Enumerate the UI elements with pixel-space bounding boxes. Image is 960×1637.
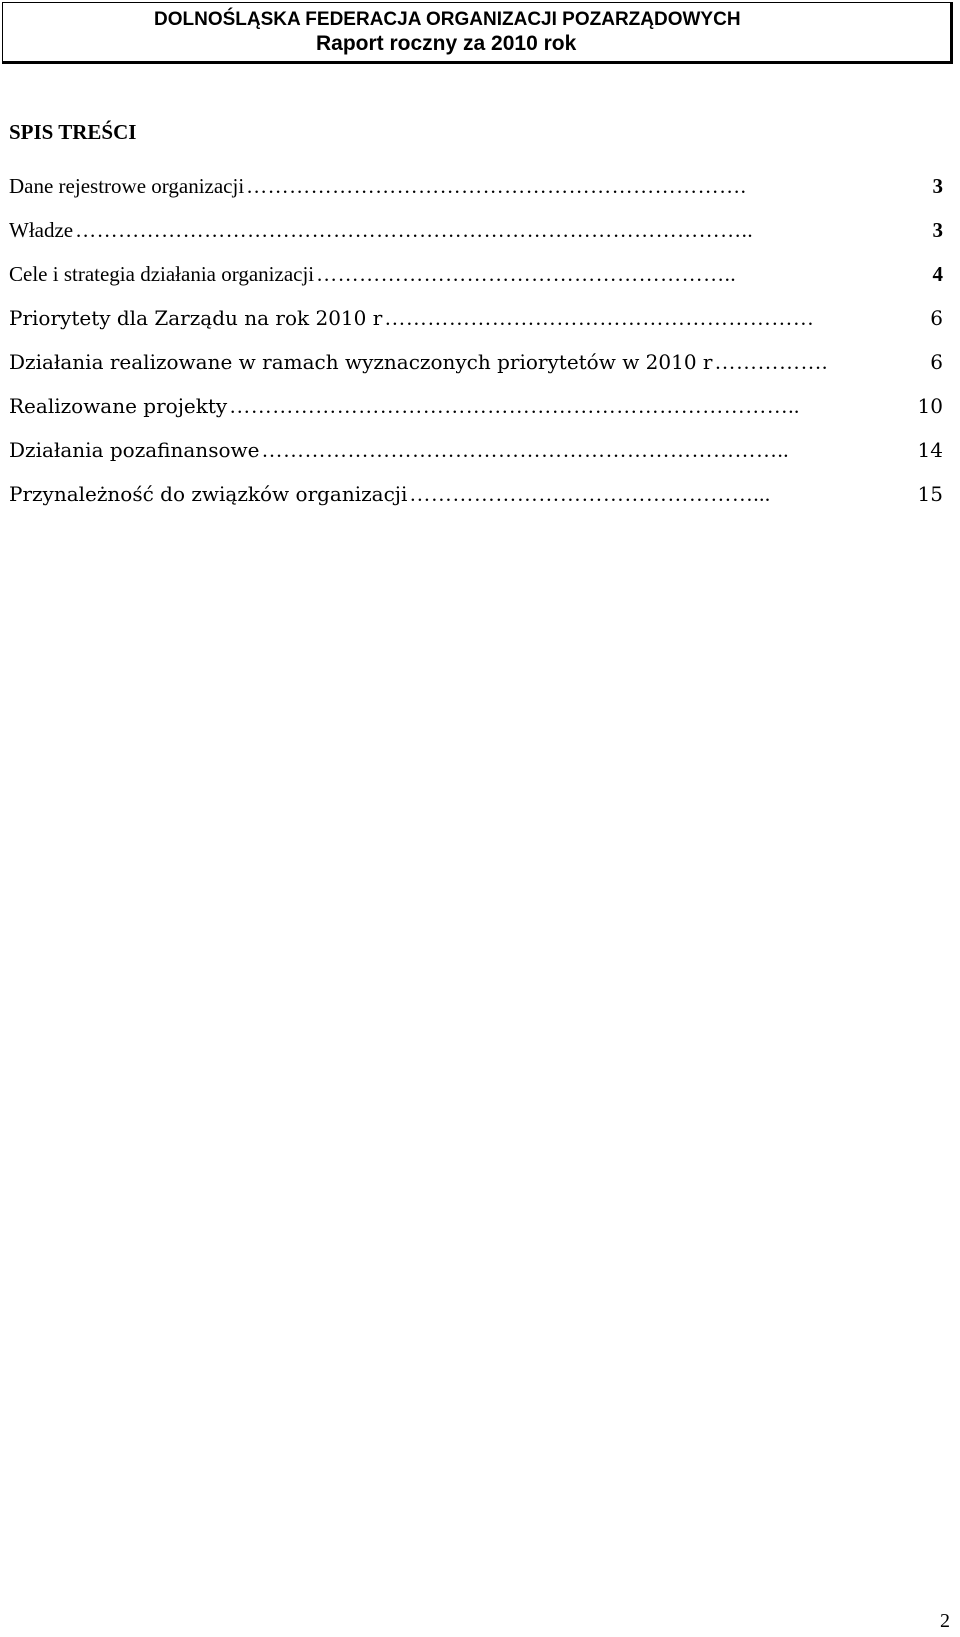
toc-leader-dots: ………………………………………………………………………………….. <box>75 218 754 242</box>
toc-entry-label: Przynależność do związków organizacji <box>9 482 408 506</box>
toc-leader-dots: ……………………………………………………………….. <box>261 438 789 462</box>
toc-leader-dots: ……………. <box>714 350 828 374</box>
table-of-contents <box>9 172 943 524</box>
document-header <box>2 2 953 64</box>
toc-entry-page: 4 <box>932 262 943 286</box>
toc-leader-dots: …………………………………………………… <box>384 306 815 330</box>
page-number: 2 <box>940 1610 950 1632</box>
toc-entry-cele-i-strategia[interactable] <box>9 260 943 304</box>
toc-entry-page: 3 <box>932 218 943 242</box>
toc-entry-label: Działania pozafinansowe <box>9 438 260 462</box>
toc-entry-realizowane-projekty[interactable] <box>9 392 943 436</box>
toc-entry-page: 6 <box>930 350 943 374</box>
toc-entry-label: Działania realizowane w ramach wyznaczonych priorytetów w 2010 r <box>9 350 713 374</box>
toc-entry-dzialania-realizowane[interactable] <box>9 348 943 392</box>
toc-leader-dots: …………………………………………………………………….. <box>229 394 800 418</box>
toc-entry-priorytety[interactable] <box>9 304 943 348</box>
toc-entry-label: Władze <box>9 218 74 242</box>
toc-entry-dane-rejestrowe[interactable] <box>9 172 943 216</box>
toc-leader-dots: …………………………………………... <box>409 482 771 506</box>
toc-entry-page: 14 <box>917 438 943 462</box>
toc-entry-label: Cele i strategia działania organizacji <box>9 262 315 286</box>
toc-entry-page: 10 <box>917 394 943 418</box>
toc-entry-przynaleznosc[interactable] <box>9 480 943 524</box>
toc-entry-label: Realizowane projekty <box>9 394 228 418</box>
toc-heading: SPIS TREŚCI <box>9 120 137 144</box>
toc-entry-page: 15 <box>917 482 943 506</box>
report-title: Raport roczny za 2010 rok <box>316 32 577 55</box>
toc-entry-label: Priorytety dla Zarządu na rok 2010 r <box>9 306 383 330</box>
toc-leader-dots: ………………………………………………….. <box>316 262 737 286</box>
toc-entry-page: 6 <box>930 306 943 330</box>
toc-entry-label: Dane rejestrowe organizacji <box>9 174 245 198</box>
organization-name: DOLNOŚLĄSKA FEDERACJA ORGANIZACJI POZARZĄDOWYCH <box>154 9 741 30</box>
toc-entry-dzialania-pozafinansowe[interactable] <box>9 436 943 480</box>
toc-leader-dots: ……………………………………………………………. <box>246 174 747 198</box>
toc-entry-page: 3 <box>932 174 943 198</box>
toc-entry-wladze[interactable] <box>9 216 943 260</box>
